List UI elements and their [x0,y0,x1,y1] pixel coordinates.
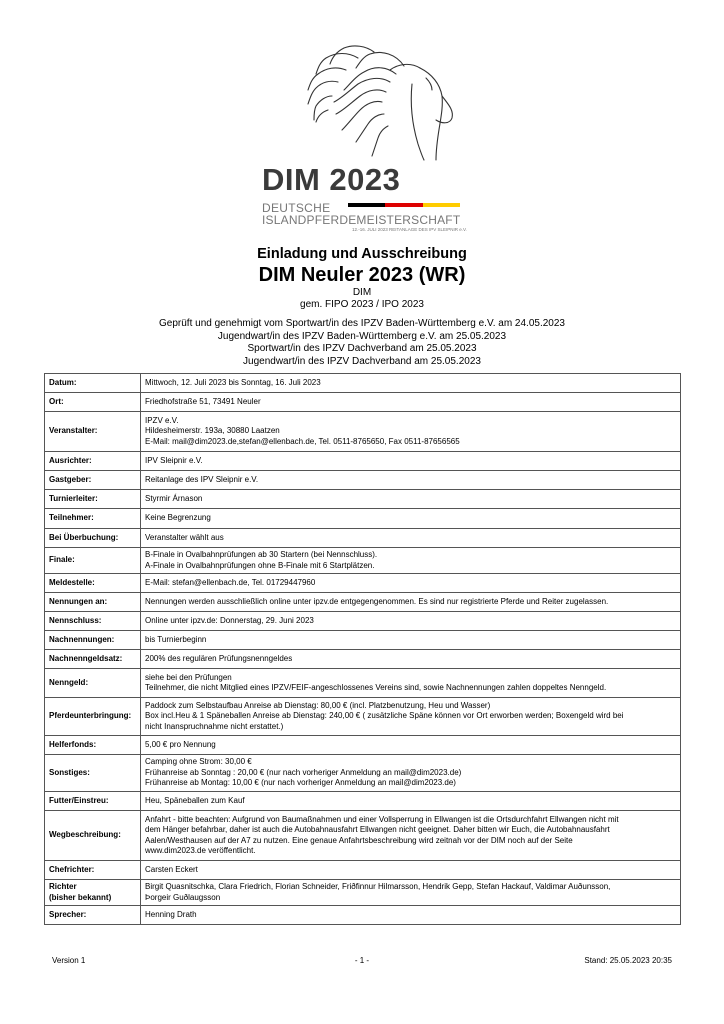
dim-logo [258,44,468,236]
row-value-cell [141,574,681,593]
row-value-cell [141,548,681,574]
row-label: Helferfonds: [49,739,97,749]
document-subtitle: Einladung und Ausschreibung [257,246,467,262]
row-value-line: Veranstalter wählt aus [145,532,224,542]
row-label: (bisher bekannt) [49,892,112,902]
row-label-cell [45,736,141,755]
table-row [45,698,681,736]
document-header [0,246,724,311]
row-value-line: A-Finale in Ovalbahnprüfungen ohne B-Finale mit 6 Startplätzen. [145,560,375,570]
approval-line: Geprüft und genehmigt vom Sportwart/in des IPZV Baden-Württemberg e.V. am 24.05.2023 [159,318,565,329]
table-row [45,374,681,393]
event-category: DIM [352,287,372,298]
logo-line-1: DEUTSCHE [262,201,331,215]
row-value-line: Mittwoch, 12. Juli 2023 bis Sonntag, 16. Juli 2023 [145,377,321,387]
row-value-cell [141,490,681,509]
row-value-line: siehe bei den Prüfungen [145,672,232,682]
row-value-line: nicht Inanspruchnahme nicht erstattet.) [145,721,284,731]
row-value-cell [141,374,681,393]
table-row [45,736,681,755]
table-row [45,529,681,548]
row-label: Gastgeber: [49,474,92,484]
row-value-cell [141,698,681,736]
row-value-cell [141,755,681,792]
row-label: Sprecher: [49,909,87,919]
row-value-cell [141,509,681,529]
row-value-line: Camping ohne Strom: 30,00 € [145,757,252,767]
row-value-cell [141,529,681,548]
row-label-cell [45,509,141,529]
row-label-cell [45,755,141,792]
row-value-line: Birgit Quasnitschka, Clara Friedrich, Florian Schneider, Friðfinnur Hilmarsson, Hendrik Gepp, Stefan Hackauf, Valdimar Auðunsson, [145,882,611,891]
row-value-line: 5,00 € pro Nennung [145,739,216,749]
table-row [45,452,681,471]
event-info-table [44,373,681,925]
table-row [45,393,681,412]
row-value-line: Reitanlage des IPV Sleipnir e.V. [145,474,259,484]
row-value-line: Heu, Späneballen zum Kauf [145,795,245,805]
table-row [45,593,681,612]
row-value-line: Henning Drath [145,909,197,919]
row-label: Meldestelle: [49,577,95,587]
event-rules: gem. FIPO 2023 / IPO 2023 [300,299,424,310]
table-row [45,861,681,880]
row-label-cell [45,374,141,393]
row-label-cell [45,529,141,548]
table-row [45,650,681,669]
row-label: Turnierleiter: [49,493,98,503]
row-value-line: Þorgeir Guðlaugsson [145,892,221,902]
row-label: Nachnennungen: [49,634,115,644]
row-label-cell [45,792,141,811]
row-value-cell [141,612,681,631]
row-value-line: E-Mail: stefan@ellenbach.de, Tel. 01729447960 [145,577,316,587]
table-row [45,880,681,906]
row-label-cell [45,548,141,574]
logo-title: DIM 2023 [262,162,401,197]
row-label: Chefrichter: [49,864,95,874]
row-label: Finale: [49,555,75,565]
row-value-cell [141,880,681,906]
document-title: DIM Neuler 2023 (WR) [258,264,466,286]
row-value-line: Box incl.Heu & 1 Späneballen Anreise ab Dienstag: 240,00 € ( zusätzliche Späne können vor Ort erworben werden; Boxengeld wird bei [145,711,624,721]
row-value-line: E-Mail: mail@dim2023.de,stefan@ellenbach.de, Tel. 0511-8765650, Fax 0511-87656565 [145,436,460,446]
flag-black [348,203,385,207]
row-label-cell [45,880,141,906]
row-value-cell [141,736,681,755]
row-label-cell [45,471,141,490]
row-value-line: B-Finale in Ovalbahnprüfungen ab 30 Startern (bei Nennschluss). [145,550,378,559]
row-value-cell [141,452,681,471]
table-row [45,509,681,529]
row-label: Futter/Einstreu: [49,795,109,805]
approval-line: Jugendwart/in des IPZV Dachverband am 25.05.2023 [243,355,481,367]
row-label-cell [45,612,141,631]
row-value-cell [141,412,681,452]
table-row [45,471,681,490]
approval-line: Jugendwart/in des IPZV Baden-Württemberg e.V. am 25.05.2023 [217,330,507,342]
row-label: Nenngeld: [49,677,89,687]
row-label: Wegbeschreibung: [49,830,121,840]
row-value-line: bis Turnierbeginn [145,634,207,644]
row-label-cell [45,811,141,861]
row-value-cell [141,669,681,698]
row-label-cell [45,631,141,650]
table-row [45,412,681,452]
row-value-line: www.dim2023.de veröffentlicht. [145,846,256,855]
row-label-cell [45,906,141,925]
row-label-cell [45,452,141,471]
row-value-cell [141,792,681,811]
row-value-cell [141,631,681,650]
row-label: Ausrichter: [49,455,92,465]
german-flag-stripe [348,203,460,207]
logo-line-3: 12.-16. JULI 2023 REITANLAGE DES IPV SLEIPNIR e.V. [352,227,467,232]
row-value-line: Online unter ipzv.de: Donnerstag, 29. Juni 2023 [145,615,314,625]
row-label-cell [45,861,141,880]
row-label-cell [45,574,141,593]
row-value-line: Hildesheimerstr. 193a, 30880 Laatzen [145,426,280,436]
row-value-line: Paddock zum Selbstaufbau Anreise ab Dienstag: 80,00 € (incl. Platzbenutzung, Heu und Wasser) [145,700,491,710]
row-label-cell [45,393,141,412]
row-label-cell [45,593,141,612]
row-value-line: Friedhofstraße 51, 73491 Neuler [145,396,261,406]
row-label: Bei Überbuchung: [49,532,119,542]
table-row [45,612,681,631]
row-label-cell [45,698,141,736]
row-label-cell [45,412,141,452]
row-value-cell [141,861,681,880]
row-label-cell [45,669,141,698]
footer-version: Version 1 [52,956,86,965]
row-value-line: IPZV e.V. [145,415,179,425]
table-row [45,490,681,509]
table-row [45,548,681,574]
row-label-cell [45,490,141,509]
row-label: Datum: [49,377,77,387]
row-label: Teilnehmer: [49,513,94,523]
table-row [45,811,681,861]
table-row [45,792,681,811]
flag-gold [423,203,460,207]
row-value-line: IPV Sleipnir e.V. [145,455,203,465]
logo-line-2: ISLANDPFERDEMEISTERSCHAFT [262,213,461,227]
row-value-line: Teilnehmer, die nicht Mitglied eines IPZV/FEIF-angeschlossenes Vereins sind, sowie Nachnennungen zahlen doppeltes Nenngeld. [145,683,607,692]
flag-red [385,203,422,207]
row-value-line: Carsten Eckert [145,864,198,874]
row-value-line: 200% des regulären Prüfungsnenngeldes [145,653,293,663]
row-value-cell [141,471,681,490]
row-value-line: dem Hänger befahrbar, daher ist auch die Autobahnausfahrt Ellwangen nicht geeignet. Daher bitten wir Euch, die Autobahnausfahrt [145,825,610,834]
row-value-cell [141,593,681,612]
row-value-line: Frühanreise ab Montag: 10,00 € (nur nach vorheriger Anmeldung an mail@dim2023.de) [145,778,456,788]
row-value-line: Aalen/Westhausen auf der A7 zu nutzen. Eine genaue Anfahrtsbeschreibung wird zeitnah vor der DIM noch auf der Seite [145,835,573,845]
table-row [45,755,681,792]
row-value-cell [141,650,681,669]
row-value-cell [141,393,681,412]
row-value-line: Nennungen werden ausschließlich online unter ipzv.de entgegengenommen. Es sind nur registrierte Pferde und Reiter zugelassen. [145,596,609,606]
row-label: Nennungen an: [49,596,108,606]
row-value-cell [141,906,681,925]
row-label: Veranstalter: [49,426,98,436]
row-value-line: Styrmir Árnason [145,493,203,503]
approval-line: Sportwart/in des IPZV Dachverband am 25.05.2023 [247,343,477,354]
horse-head-icon [286,44,456,162]
row-label: Sonstiges: [49,767,90,777]
row-label-cell [45,650,141,669]
row-value-line: Frühanreise ab Sonntag : 20,00 € (nur nach vorheriger Anmeldung an mail@dim2023.de) [145,767,462,777]
row-label: Pferdeunterbringung: [49,711,132,721]
row-label: Richter [49,882,77,891]
row-label: Nennschluss: [49,615,102,625]
row-label: Ort: [49,396,64,406]
row-label: Nachnenngeldsatz: [49,653,123,663]
footer-stand-date: Stand: 25.05.2023 20:35 [584,956,672,965]
row-value-line: Anfahrt - bitte beachten: Aufgrund von Baumaßnahmen und einer Vollsperrung in Ellwangen ist die Ortsdurchfahrt Ellwangen nicht mit [145,814,619,824]
table-row [45,906,681,925]
row-value-cell [141,811,681,861]
row-value-line: Keine Begrenzung [145,513,211,523]
table-row [45,669,681,698]
approval-notes [0,318,724,368]
footer-page-number: - 1 - [354,956,370,965]
table-row [45,631,681,650]
table-row [45,574,681,593]
